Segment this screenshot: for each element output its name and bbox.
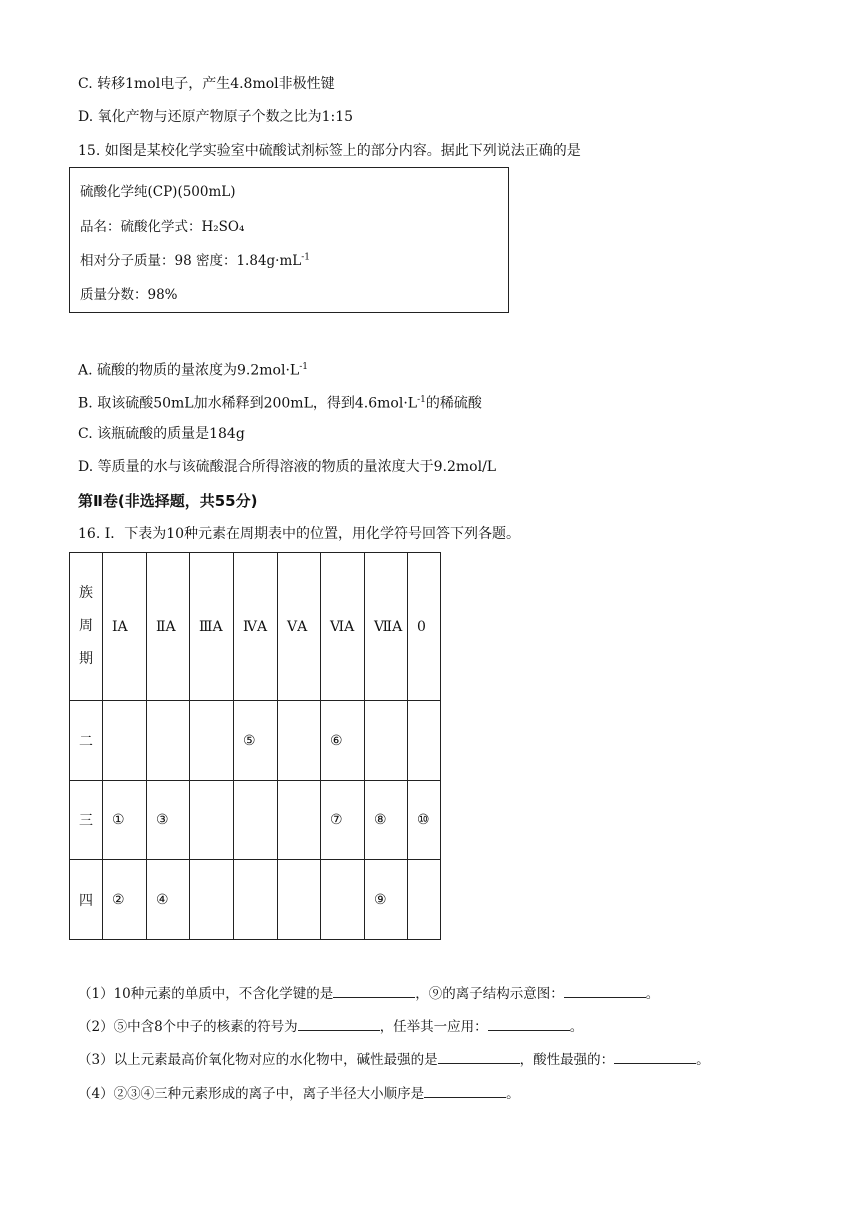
label-line-3-sup: -1 bbox=[301, 252, 311, 263]
option-b-suffix: 的稀硫酸 bbox=[425, 395, 482, 412]
option-d-q15: D. 等质量的水与该硫酸混合所得溶液的物质的量浓度大于9.2mol/L bbox=[78, 459, 497, 475]
element-cell bbox=[365, 701, 408, 781]
element-cell bbox=[408, 701, 441, 781]
element-cell: ③ bbox=[147, 781, 190, 860]
option-c-q15: C. 该瓶硫酸的质量是184g bbox=[78, 426, 245, 442]
sub-question-3-text-a: （3）以上元素最高价氧化物对应的水化物中，碱性最强的是 bbox=[78, 1052, 438, 1068]
sub-question-3-text-b: ，酸性最强的： bbox=[519, 1052, 615, 1068]
corner-cell bbox=[70, 553, 103, 701]
element-cell bbox=[190, 701, 234, 781]
answer-blank[interactable] bbox=[564, 983, 646, 998]
option-a-sup: -1 bbox=[299, 362, 308, 372]
sub-question-1 bbox=[78, 982, 659, 1002]
label-line-4: 质量分数：98% bbox=[80, 287, 178, 303]
element-cell bbox=[103, 701, 147, 781]
table-row bbox=[70, 781, 441, 860]
table-header-row bbox=[70, 553, 441, 701]
group-header: 0 bbox=[408, 553, 441, 701]
sub-question-4-text-b: 。 bbox=[506, 1086, 520, 1102]
sub-question-1-text-a: （1）10种元素的单质中，不含化学键的是 bbox=[78, 986, 334, 1002]
group-header: ⅢA bbox=[190, 553, 234, 701]
question-15-stem: 15. 如图是某校化学实验室中硫酸试剂标签上的部分内容。据此下列说法正确的是 bbox=[78, 143, 581, 159]
label-line-2: 品名：硫酸化学式：H₂SO₄ bbox=[80, 219, 245, 235]
sub-question-1-text-c: 。 bbox=[645, 986, 660, 1002]
sub-question-1-text-b: ，⑨的离子结构示意图： bbox=[415, 986, 564, 1002]
element-cell bbox=[190, 860, 234, 940]
periodic-table bbox=[69, 552, 441, 940]
element-cell bbox=[278, 701, 321, 781]
sub-question-4-text-a: （4）②③④三种元素形成的离子中，离子半径大小顺序是 bbox=[78, 1086, 425, 1102]
element-cell bbox=[278, 860, 321, 940]
period-cell: 三 bbox=[70, 781, 103, 860]
option-b-text: B. 取该硫酸50mL加水稀释到200mL，得到4.6mol·L bbox=[78, 395, 418, 412]
sub-question-2-text-c: 。 bbox=[569, 1019, 584, 1035]
answer-blank[interactable] bbox=[424, 1083, 506, 1098]
answer-blank[interactable] bbox=[614, 1049, 696, 1064]
table-row bbox=[70, 701, 441, 781]
element-cell: ⑦ bbox=[321, 781, 365, 860]
group-header: ⅠA bbox=[103, 553, 147, 701]
answer-blank[interactable] bbox=[438, 1049, 520, 1064]
question-16-stem: 16. Ⅰ．下表为10种元素在周期表中的位置，用化学符号回答下列各题。 bbox=[78, 526, 521, 542]
answer-blank[interactable] bbox=[333, 983, 415, 998]
element-cell bbox=[190, 781, 234, 860]
label-line-3 bbox=[80, 249, 310, 269]
period-cell: 四 bbox=[70, 860, 103, 940]
answer-blank[interactable] bbox=[488, 1016, 570, 1031]
sub-question-3-text-c: 。 bbox=[696, 1052, 710, 1068]
reagent-label-box bbox=[69, 167, 509, 313]
element-cell: ⑨ bbox=[365, 860, 408, 940]
element-cell bbox=[278, 781, 321, 860]
section-2-title: 第Ⅱ卷(非选择题，共55分) bbox=[78, 492, 258, 510]
sub-question-2-text-a: （2）⑤中含8个中子的核素的符号为 bbox=[78, 1019, 298, 1035]
sub-question-3 bbox=[78, 1048, 710, 1068]
element-cell: ⑩ bbox=[408, 781, 441, 860]
option-b-sup: -1 bbox=[417, 395, 426, 405]
element-cell: ① bbox=[103, 781, 147, 860]
element-cell bbox=[234, 781, 278, 860]
element-cell bbox=[321, 860, 365, 940]
element-cell: ⑤ bbox=[234, 701, 278, 781]
option-b-q15 bbox=[78, 390, 482, 414]
group-header: ⅦA bbox=[365, 553, 408, 701]
option-a-q15 bbox=[78, 357, 308, 381]
label-line-1: 硫酸化学纯(CP)(500mL) bbox=[80, 184, 236, 200]
option-d-q14: D. 氧化产物与还原产物原子个数之比为1:15 bbox=[78, 109, 354, 125]
group-header: ⅥA bbox=[321, 553, 365, 701]
sub-question-2 bbox=[78, 1015, 583, 1035]
element-cell: ⑥ bbox=[321, 701, 365, 781]
element-cell: ⑧ bbox=[365, 781, 408, 860]
element-cell: ② bbox=[103, 860, 147, 940]
period-cell: 二 bbox=[70, 701, 103, 781]
element-cell bbox=[147, 701, 190, 781]
table-row bbox=[70, 860, 441, 940]
element-cell bbox=[234, 860, 278, 940]
group-header: ⅣA bbox=[234, 553, 278, 701]
label-line-3-text: 相对分子质量：98 密度：1.84g·mL bbox=[80, 253, 302, 269]
group-header: ⅡA bbox=[147, 553, 190, 701]
element-cell: ④ bbox=[147, 860, 190, 940]
sub-question-4 bbox=[78, 1082, 520, 1102]
option-a-text: A. 硫酸的物质的量浓度为9.2mol·L bbox=[78, 362, 300, 379]
corner-char-3: 期 bbox=[79, 651, 93, 667]
corner-char-2: 周 bbox=[79, 618, 93, 634]
corner-char-1: 族 bbox=[79, 585, 93, 601]
group-header: ⅤA bbox=[278, 553, 321, 701]
element-cell bbox=[408, 860, 441, 940]
option-c-q14: C. 转移1mol电子，产生4.8mol非极性键 bbox=[78, 76, 335, 92]
answer-blank[interactable] bbox=[298, 1016, 380, 1031]
sub-question-2-text-b: ，任举其一应用： bbox=[379, 1019, 488, 1035]
